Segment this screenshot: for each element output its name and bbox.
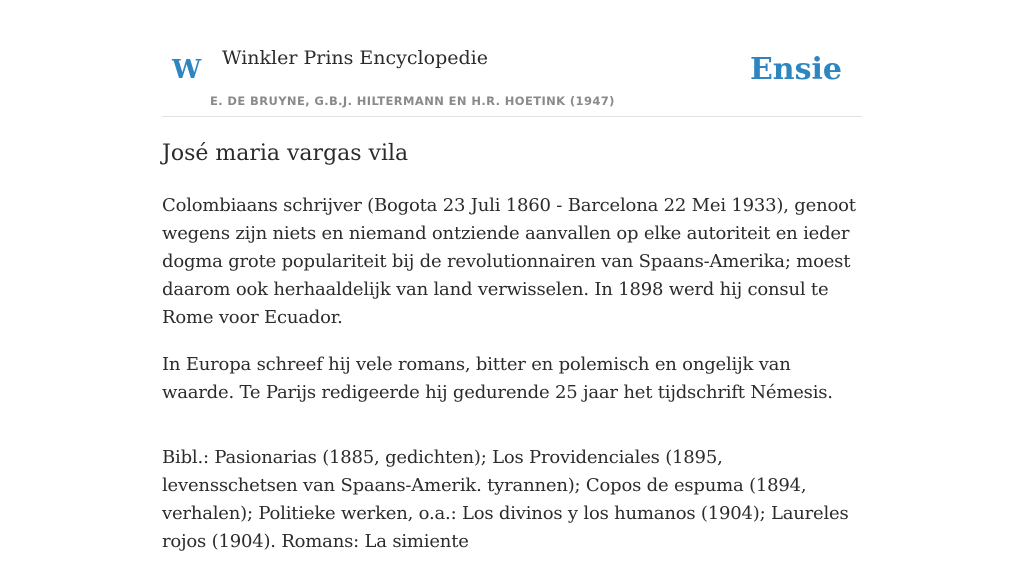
article-body (162, 192, 862, 575)
source-title[interactable]: Winkler Prins Encyclopedie (222, 47, 488, 69)
bibliography-paragraph: Bibl.: Pasionarias (1885, gedichten); Los Providenciales (1895, levensschetsen van Spaans-Amerik. tyrannen); Copos de espuma (1894, verhalen); Politieke werken, o.a.: Los divinos y los humanos (1904); Laureles rojos (1904). Romans: La simiente (162, 447, 849, 552)
ensie-brand-logo[interactable]: Ensie (749, 52, 842, 87)
site-header (162, 40, 862, 117)
article-paragraph-1: Colombiaans schrijver (Bogota 23 Juli 1860 - Barcelona 22 Mei 1933), genoot wegens zijn niets en niemand ontziende aanvallen op elke autoriteit en ieder dogma grote populariteit bij de revolutionnairen van Spaans-Amerika; moest daarom ook herhaaldelijk van land verwisselen. In 1898 werd hij consul te Rome voor Ecuador. (162, 195, 856, 328)
article-paragraph-2: In Europa schreef hij vele romans, bitter en polemisch en ongelijk van waarde. Te Parijs redigeerde hij gedurende 25 jaar het tijdschrift Némesis. (162, 354, 833, 403)
article-title: José maria vargas vila (162, 141, 409, 166)
source-authors: E. DE BRUYNE, G.B.J. HILTERMANN EN H.R. HOETINK (1947) (210, 94, 615, 108)
winkler-prins-logo[interactable]: W (172, 55, 202, 85)
